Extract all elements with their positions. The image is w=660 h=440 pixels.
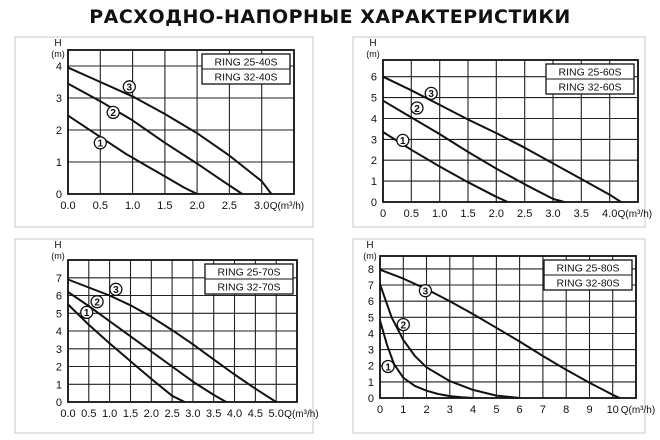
chart-1-y-tick-label: 2 <box>370 155 377 168</box>
chart-2-y-tick-label: 1 <box>55 379 62 392</box>
chart-2-y-axis-unit: (m) <box>51 251 65 261</box>
chart-0-series-1-marker-label: 1 <box>97 138 104 150</box>
chart-3-x-tick-label: 6 <box>516 404 523 416</box>
chart-0-y-tick-label: 1 <box>55 157 62 169</box>
chart-panel-ring-70 <box>14 238 319 434</box>
chart-2-x-tick-label: 1.0 <box>101 408 118 420</box>
chart-3-x-tick-label: 7 <box>539 404 546 416</box>
chart-3-y-tick-label: 1 <box>367 376 374 389</box>
chart-0-model-label: RING 32-40S <box>214 71 278 84</box>
chart-2-y-tick-label: 2 <box>55 361 62 374</box>
chart-3-y-tick-label: 0 <box>367 393 374 405</box>
chart-1-x-tick-label: 3.0 <box>545 208 561 220</box>
chart-1-y-tick-label: 5 <box>370 92 377 105</box>
chart-0-x-tick-label: 1.0 <box>124 200 141 212</box>
chart-2-y-tick-label: 7 <box>55 272 62 285</box>
chart-2-x-tick-label: 3.0 <box>185 408 201 420</box>
chart-panel-ring-40 <box>14 36 314 228</box>
chart-0-x-tick-label: 2.5 <box>221 200 238 212</box>
chart-3-y-axis-label: H <box>366 240 374 251</box>
chart-1-series-3-marker-label: 3 <box>428 89 434 101</box>
chart-0-y-tick-label: 0 <box>55 189 62 201</box>
chart-2-y-tick-label: 0 <box>55 397 62 409</box>
chart-0-y-axis-unit: (m) <box>51 49 65 59</box>
chart-3-y-tick-label: 8 <box>367 263 374 276</box>
chart-2-model-label: RING 32-70S <box>217 281 281 294</box>
chart-3-model-label: RING 25-80S <box>556 262 620 275</box>
chart-3-y-tick-label: 6 <box>367 296 374 309</box>
chart-3-y-tick-label: 4 <box>367 328 374 341</box>
chart-0-y-tick-label: 3 <box>55 93 62 105</box>
chart-1-x-tick-label: 3.5 <box>573 208 589 220</box>
chart-2-series-2-marker-label: 2 <box>94 297 100 309</box>
chart-0-x-tick-label: 2.0 <box>189 200 205 212</box>
chart-2-x-axis-label: Q(m³/h) <box>284 409 319 420</box>
chart-3-x-tick-label: 2 <box>423 404 430 416</box>
chart-3-y-tick-label: 5 <box>367 312 374 325</box>
chart-2-x-tick-label: 2.5 <box>164 408 180 420</box>
chart-2-series-1-marker-label: 1 <box>83 308 90 320</box>
chart-2-x-tick-label: 4.5 <box>247 408 264 420</box>
chart-1-series-2-marker-label: 2 <box>414 103 420 115</box>
chart-3-x-tick-label: 1 <box>400 404 407 416</box>
chart-3-series-2-marker-label: 2 <box>400 320 407 332</box>
chart-0-x-tick-label: 0.0 <box>60 200 76 212</box>
chart-0-series-2-marker-label: 2 <box>110 108 116 120</box>
chart-2-y-tick-label: 6 <box>55 290 62 303</box>
chart-1-x-tick-label: 0 <box>379 208 387 220</box>
chart-0-x-tick-label: 1.5 <box>157 200 173 212</box>
chart-0-x-tick-label: 0.5 <box>92 200 108 212</box>
chart-1-model-label: RING 25-60S <box>558 66 622 79</box>
chart-0-series-3-marker-label: 3 <box>126 82 133 94</box>
chart-3-y-tick-label: 2 <box>367 360 374 373</box>
chart-0-x-tick-label: 3.0 <box>254 200 270 212</box>
chart-1-x-tick-label: 1.0 <box>432 208 448 220</box>
chart-3-series-3-marker-label: 3 <box>422 286 429 298</box>
chart-1-y-axis-label: H <box>369 38 377 49</box>
chart-3-x-tick-label: 3 <box>446 404 453 416</box>
chart-3-x-tick-label: 9 <box>586 404 593 416</box>
chart-1-x-tick-label: 2.5 <box>517 208 533 220</box>
chart-1-y-tick-label: 0 <box>370 197 377 209</box>
chart-1-x-tick-label: 1.5 <box>460 208 476 220</box>
chart-2-x-tick-label: 4.0 <box>226 408 243 420</box>
chart-3-x-tick-label: 10 <box>606 404 619 416</box>
chart-2-x-tick-label: 1.5 <box>122 408 139 420</box>
chart-3-x-tick-label: 4 <box>470 404 477 416</box>
chart-3-model-label: RING 32-80S <box>556 277 620 290</box>
chart-panel-ring-80 <box>352 238 656 434</box>
chart-1-x-axis-label: Q(m³/h) <box>617 209 653 220</box>
chart-3-x-tick-label: 0 <box>376 404 384 416</box>
chart-2-y-tick-label: 5 <box>55 308 62 321</box>
chart-0-y-tick-label: 4 <box>55 61 62 73</box>
chart-3-x-axis-label: Q(m³/h) <box>620 405 656 416</box>
chart-3-y-tick-label: 3 <box>367 344 374 357</box>
chart-3-y-tick-label: 7 <box>367 280 374 292</box>
chart-0-y-tick-label: 2 <box>55 125 62 137</box>
chart-2-x-tick-label: 0.5 <box>81 408 97 420</box>
chart-0-y-axis-label: H <box>54 38 62 49</box>
chart-1-y-tick-label: 4 <box>370 113 377 126</box>
chart-2-y-tick-label: 4 <box>55 326 62 338</box>
chart-2-x-tick-label: 2.0 <box>143 408 159 420</box>
chart-3-x-tick-label: 5 <box>493 404 500 416</box>
chart-1-x-tick-label: 0.5 <box>403 208 419 220</box>
chart-2-x-tick-label: 5.0 <box>268 408 284 420</box>
page-title: РАСХОДНО-НАПОРНЫЕ ХАРАКТЕРИСТИКИ <box>89 6 571 28</box>
chart-1-model-label: RING 32-60S <box>558 81 622 94</box>
chart-1-series-1-marker-label: 1 <box>400 136 406 148</box>
chart-1-x-tick-label: 2.0 <box>488 208 504 220</box>
chart-3-series-1-marker-label: 1 <box>385 362 391 374</box>
chart-3-x-tick-label: 8 <box>563 404 570 416</box>
chart-2-model-label: RING 25-70S <box>217 266 281 279</box>
chart-1-x-tick-label: 4.0 <box>602 208 618 220</box>
chart-1-y-tick-label: 1 <box>370 176 377 189</box>
chart-2-y-axis-label: H <box>54 240 62 251</box>
chart-1-y-tick-label: 6 <box>370 71 377 84</box>
chart-2-x-tick-label: 0.0 <box>60 408 76 420</box>
chart-2-x-tick-label: 3.5 <box>206 408 222 420</box>
chart-2-series-3-marker-label: 3 <box>113 285 119 297</box>
chart-0-model-label: RING 25-40S <box>214 56 278 69</box>
chart-3-y-axis-unit: (m) <box>363 251 377 261</box>
chart-0-x-axis-label: Q(m³/h) <box>269 201 305 212</box>
chart-1-y-tick-label: 3 <box>370 134 377 147</box>
chart-panel-ring-60 <box>352 36 653 228</box>
chart-1-y-axis-unit: (m) <box>366 49 380 59</box>
chart-2-y-tick-label: 3 <box>55 343 62 356</box>
